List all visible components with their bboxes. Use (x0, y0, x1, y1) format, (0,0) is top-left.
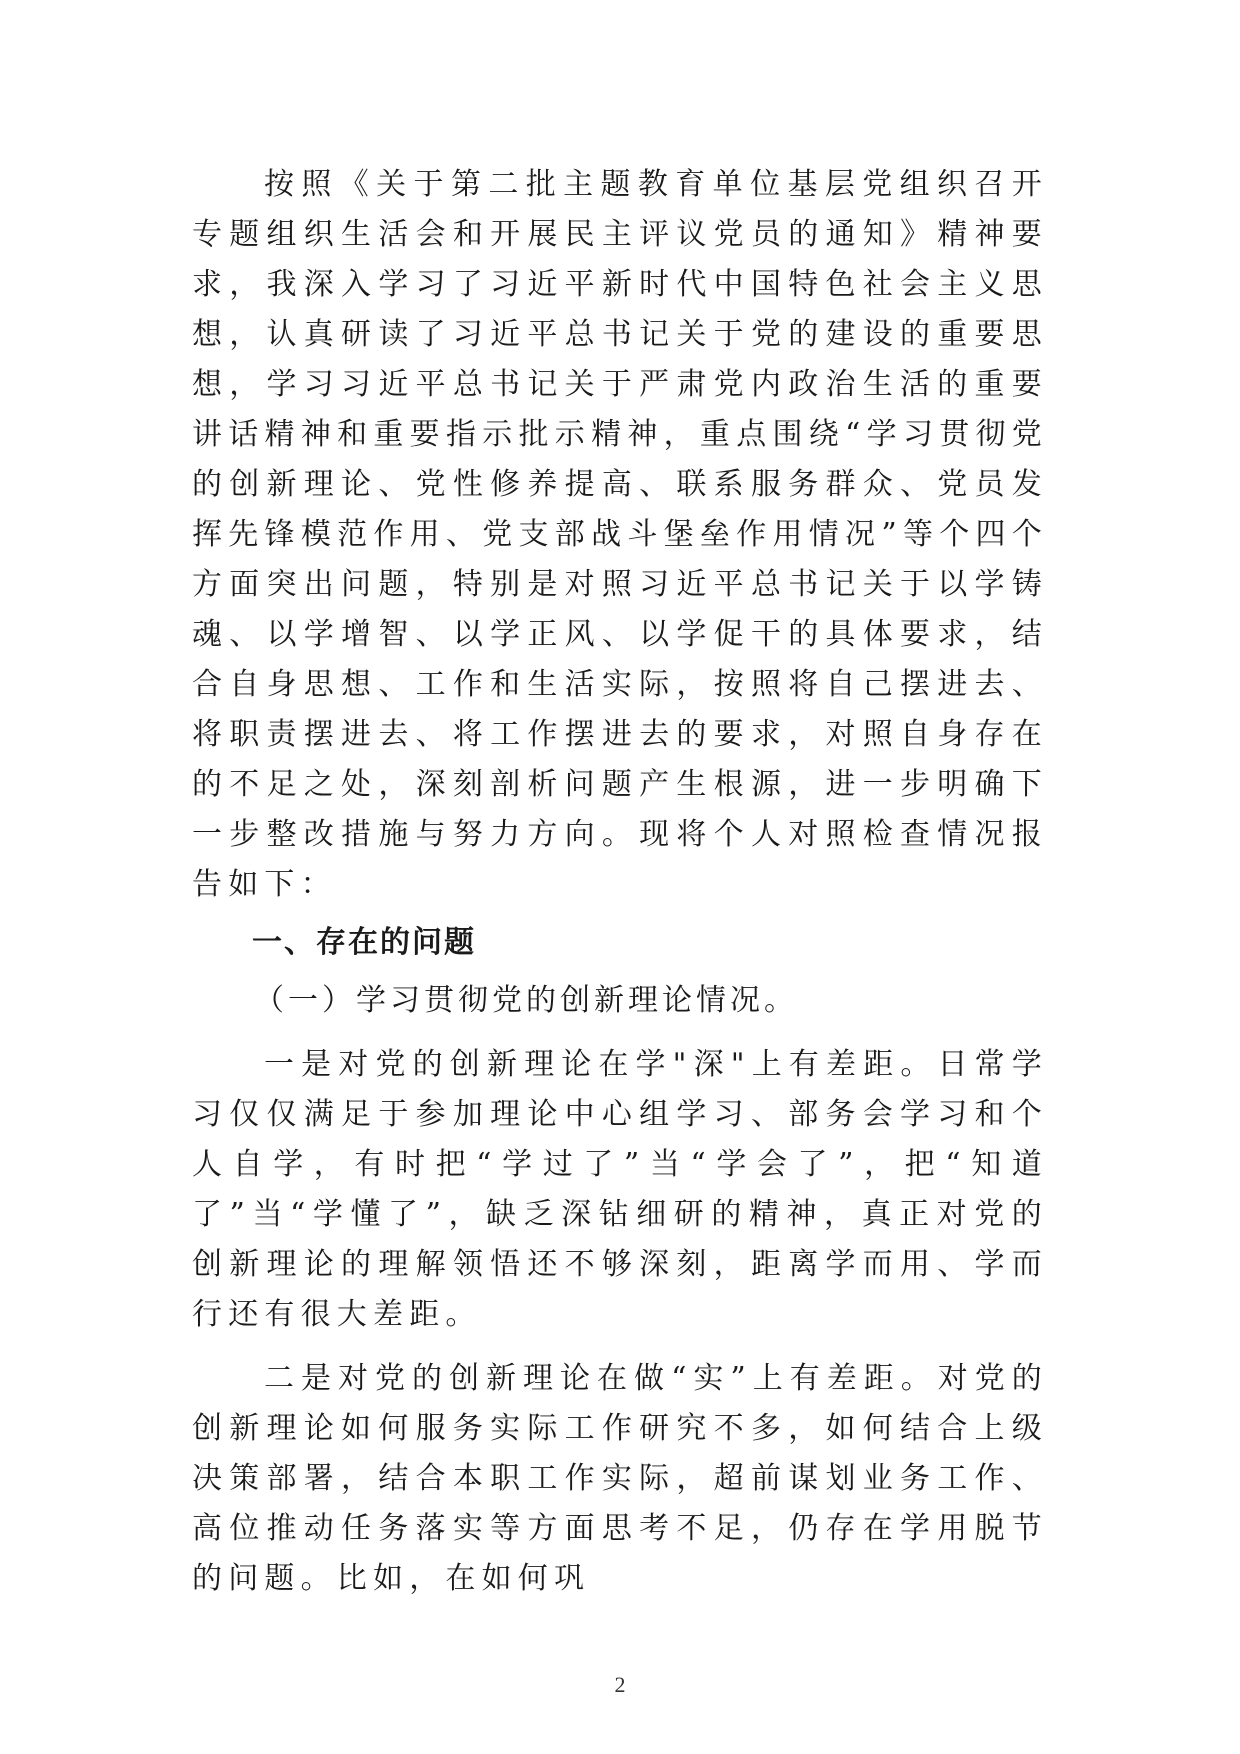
section-heading: 一、存在的问题 (252, 925, 476, 960)
subsection-heading: （一）学习贯彻党的创新理论情况。 (254, 983, 798, 1018)
body-paragraph-1: 一是对党的创新理论在学"深"上有差距。日常学习仅仅满足于参加理论中心组学习、部务会学习和个人自学，有时把“学过了”当“学会了”，把“知道了”当“学懂了”，缺乏深钻细研的精神，真正对党的创新理论的理解领悟还不够深刻，距离学而用、学而行还有很大差距。 (192, 1047, 1048, 1332)
body-paragraph-2: 二是对党的创新理论在做“实”上有差距。对党的创新理论如何服务实际工作研究不多，如何结合上级决策部署，结合本职工作实际，超前谋划业务工作、高位推动任务落实等方面思考不足，仍存在学用脱节的问题。比如，在如何巩 (192, 1361, 1048, 1596)
page-number: 2 (614, 1672, 626, 1697)
document-body (192, 160, 1048, 1604)
intro-paragraph: 按照《关于第二批主题教育单位基层党组织召开专题组织生活会和开展民主评议党员的通知》精神要求，我深入学习了习近平新时代中国特色社会主义思想，认真研读了习近平总书记关于党的建设的重要思想，学习习近平总书记关于严肃党内政治生活的重要讲话精神和重要指示批示精神，重点围绕“学习贯彻党的创新理论、党性修养提高、联系服务群众、党员发挥先锋模范作用、党支部战斗堡垒作用情况”等个四个方面突出问题，特别是对照习近平总书记关于以学铸魂、以学增智、以学正风、以学促干的具体要求，结合自身思想、工作和生活实际，按照将自己摆进去、将职责摆进去、将工作摆进去的要求，对照自身存在的不足之处，深刻剖析问题产生根源，进一步明确下一步整改措施与努力方向。现将个人对照检查情况报告如下： (192, 167, 1048, 902)
